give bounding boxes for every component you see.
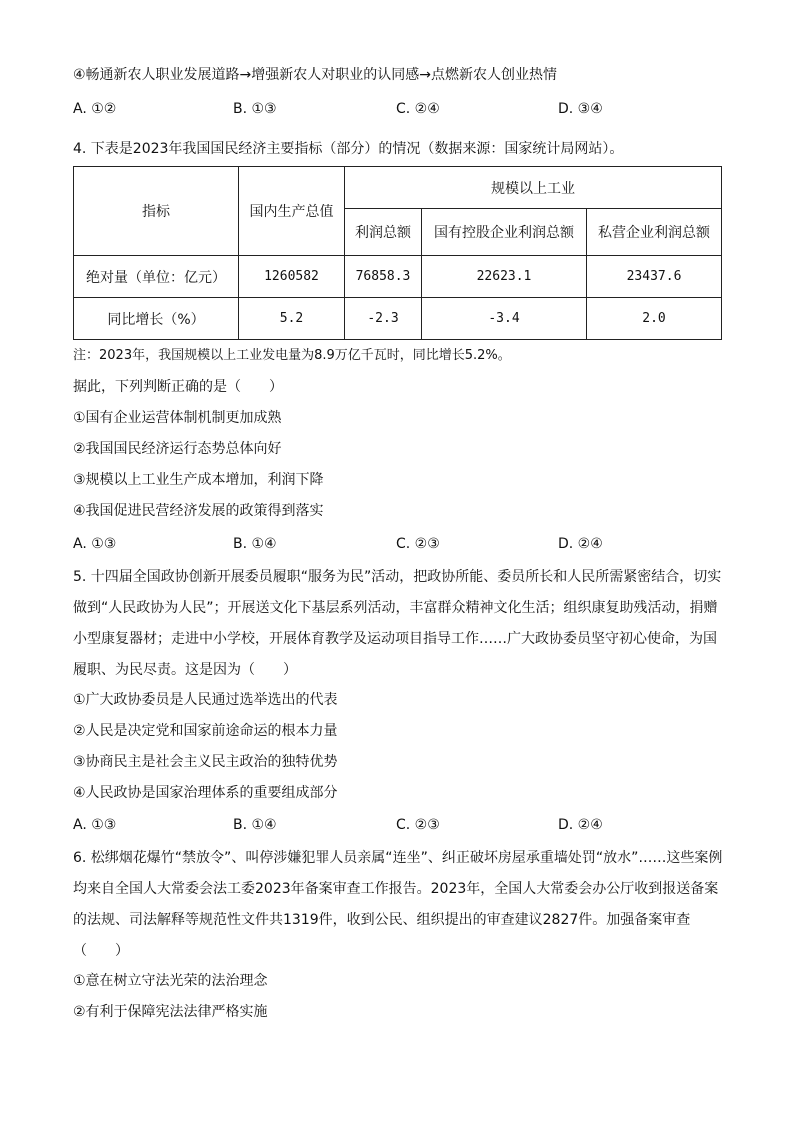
q4-option-b: B. ①④ <box>233 536 277 552</box>
header-soe-profit: 国有控股企业利润总额 <box>422 209 587 256</box>
q3-option-c: C. ②④ <box>396 101 440 117</box>
q4-item-4: ④我国促进民营经济发展的政策得到落实 <box>73 503 324 519</box>
q3-item-4: ④畅通新农人职业发展道路→增强新农人对职业的认同感→点燃新农人创业热情 <box>73 67 558 83</box>
header-indicator: 指标 <box>74 167 239 256</box>
q5-option-d: D. ②④ <box>558 817 603 833</box>
q5-item-1: ①广大政协委员是人民通过选举选出的代表 <box>73 692 338 708</box>
q4-question: 据此，下列判断正确的是（ ） <box>73 379 283 395</box>
cell-soe-absolute: 22623.1 <box>422 256 587 298</box>
q6-stem: 6. 松绑烟花爆竹“禁放令”、叫停涉嫌犯罪人员亲属“连坐”、纠正破坏房屋承重墙处罚“放水”……这些案例均来自全国人大常委会法工委2023年备案审查工作报告。2023年，全国人大常委会办公厅收到报送备案的法规、司法解释等规范性文件共1319件，收到公民、组织提出的审查建议2827件。加强备案审查（ ） <box>73 850 723 959</box>
row-absolute-label: 绝对量（单位：亿元） <box>74 256 239 298</box>
q5-item-2: ②人民是决定党和国家前途命运的根本力量 <box>73 723 338 739</box>
economic-indicators-table <box>73 166 722 340</box>
row-growth-label: 同比增长（%） <box>74 298 239 340</box>
q4-stem: 4. 下表是2023年我国国民经济主要指标（部分）的情况（数据来源：国家统计局网站）。 <box>73 141 624 157</box>
q5-option-c: C. ②③ <box>396 817 440 833</box>
q5-item-4: ④人民政协是国家治理体系的重要组成部分 <box>73 785 338 801</box>
cell-profit-absolute: 76858.3 <box>345 256 422 298</box>
q3-option-a: A. ①② <box>73 101 117 117</box>
q4-option-d: D. ②④ <box>558 536 603 552</box>
cell-gdp-absolute: 1260582 <box>239 256 345 298</box>
cell-private-absolute: 23437.6 <box>587 256 722 298</box>
q4-item-2: ②我国国民经济运行态势总体向好 <box>73 441 282 457</box>
cell-soe-growth: -3.4 <box>422 298 587 340</box>
header-private-profit: 私营企业利润总额 <box>587 209 722 256</box>
q4-option-a: A. ①③ <box>73 536 117 552</box>
q4-item-3: ③规模以上工业生产成本增加，利润下降 <box>73 472 324 488</box>
q5-item-3: ③协商民主是社会主义民主政治的独特优势 <box>73 754 338 770</box>
cell-profit-growth: -2.3 <box>345 298 422 340</box>
q3-option-b: B. ①③ <box>233 101 277 117</box>
cell-private-growth: 2.0 <box>587 298 722 340</box>
q4-option-c: C. ②③ <box>396 536 440 552</box>
q3-option-d: D. ③④ <box>558 101 603 117</box>
q4-item-1: ①国有企业运营体制机制更加成熟 <box>73 410 282 426</box>
q4-note: 注：2023年，我国规模以上工业发电量为8.9万亿千瓦时，同比增长5.2%。 <box>73 348 511 363</box>
q5-stem: 5. 十四届全国政协创新开展委员履职“服务为民”活动，把政协所能、委员所长和人民所需紧密结合，切实做到“人民政协为人民”；开展送文化下基层系列活动，丰富群众精神文化生活；组织康复助残活动，捐赠小型康复器材；走进中小学校，开展体育教学及运动项目指导工作……广大政协委员坚守初心使命，为国履职、为民尽责。这是因为（ ） <box>73 569 722 678</box>
q6-item-2: ②有利于保障宪法法律严格实施 <box>73 1004 268 1020</box>
q5-option-a: A. ①③ <box>73 817 117 833</box>
header-gdp: 国内生产总值 <box>239 167 345 256</box>
cell-gdp-growth: 5.2 <box>239 298 345 340</box>
header-total-profit: 利润总额 <box>345 209 422 256</box>
q6-item-1: ①意在树立守法光荣的法治理念 <box>73 973 268 989</box>
header-industry: 规模以上工业 <box>345 167 722 209</box>
q5-option-b: B. ①④ <box>233 817 277 833</box>
